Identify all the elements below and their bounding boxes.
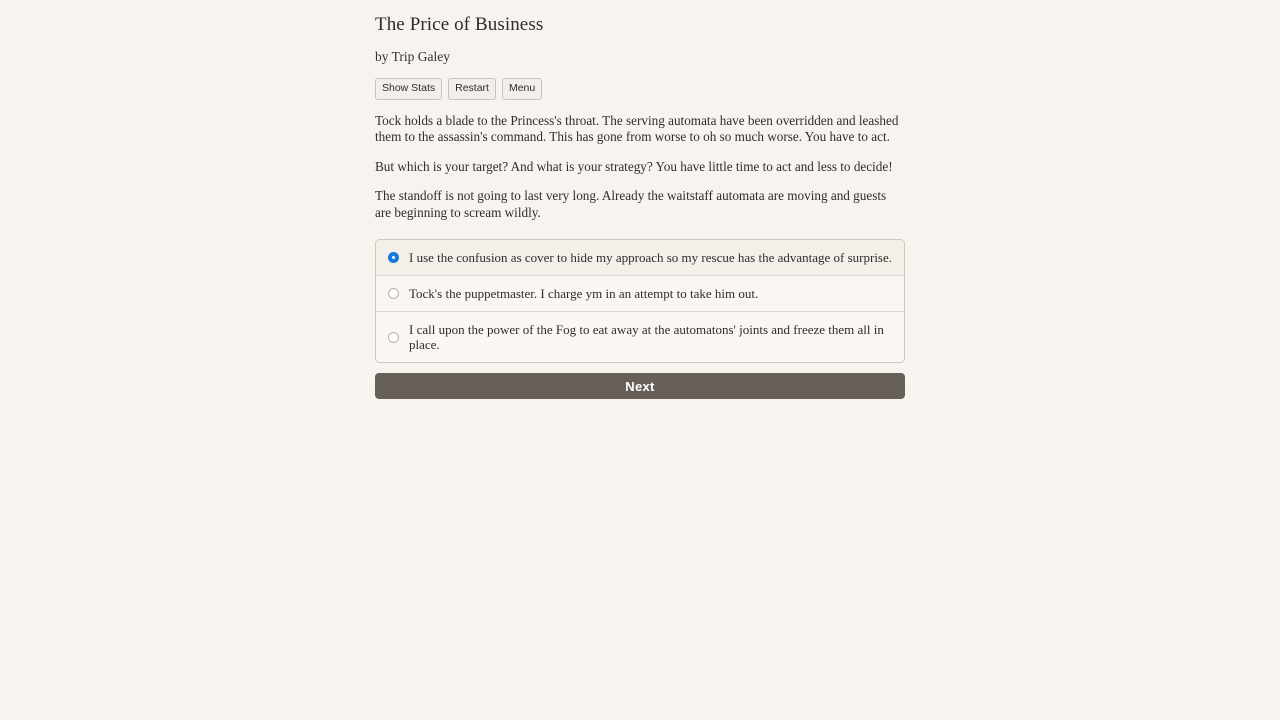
restart-button[interactable]: Restart	[448, 78, 496, 100]
choice-label: I call upon the power of the Fog to eat away at the automatons' joints and freeze them all in place.	[409, 322, 884, 352]
radio-icon[interactable]	[388, 288, 399, 299]
story-column	[375, 0, 905, 399]
choice-option[interactable]	[376, 312, 904, 362]
choice-label: I use the confusion as cover to hide my approach so my rescue has the advantage of surprise.	[409, 250, 893, 265]
story-paragraph: But which is your target? And what is your strategy? You have little time to act and less to decide!	[375, 158, 893, 174]
choice-option[interactable]	[376, 240, 904, 276]
menu-button[interactable]: Menu	[502, 78, 542, 100]
story-paragraph: Tock holds a blade to the Princess's throat. The serving automata have been overridden and leashed them to the assassin's command. This has gone from worse to oh so much worse. You have to act.	[375, 112, 899, 144]
choice-list	[375, 239, 905, 363]
next-button[interactable]: Next	[375, 373, 905, 399]
show-stats-button[interactable]: Show Stats	[375, 78, 442, 100]
story-paragraph: The standoff is not going to last very long. Already the waitstaff automata are moving and guests are beginning to scream wildly.	[375, 188, 887, 220]
choice-option[interactable]	[376, 276, 904, 312]
radio-icon[interactable]	[388, 252, 399, 263]
author-byline: by Trip Galey	[375, 49, 451, 64]
toolbar	[375, 78, 905, 100]
radio-icon[interactable]	[388, 332, 399, 343]
choice-label: Tock's the puppetmaster. I charge ym in an attempt to take him out.	[409, 286, 759, 301]
page-title: The Price of Business	[375, 14, 544, 35]
